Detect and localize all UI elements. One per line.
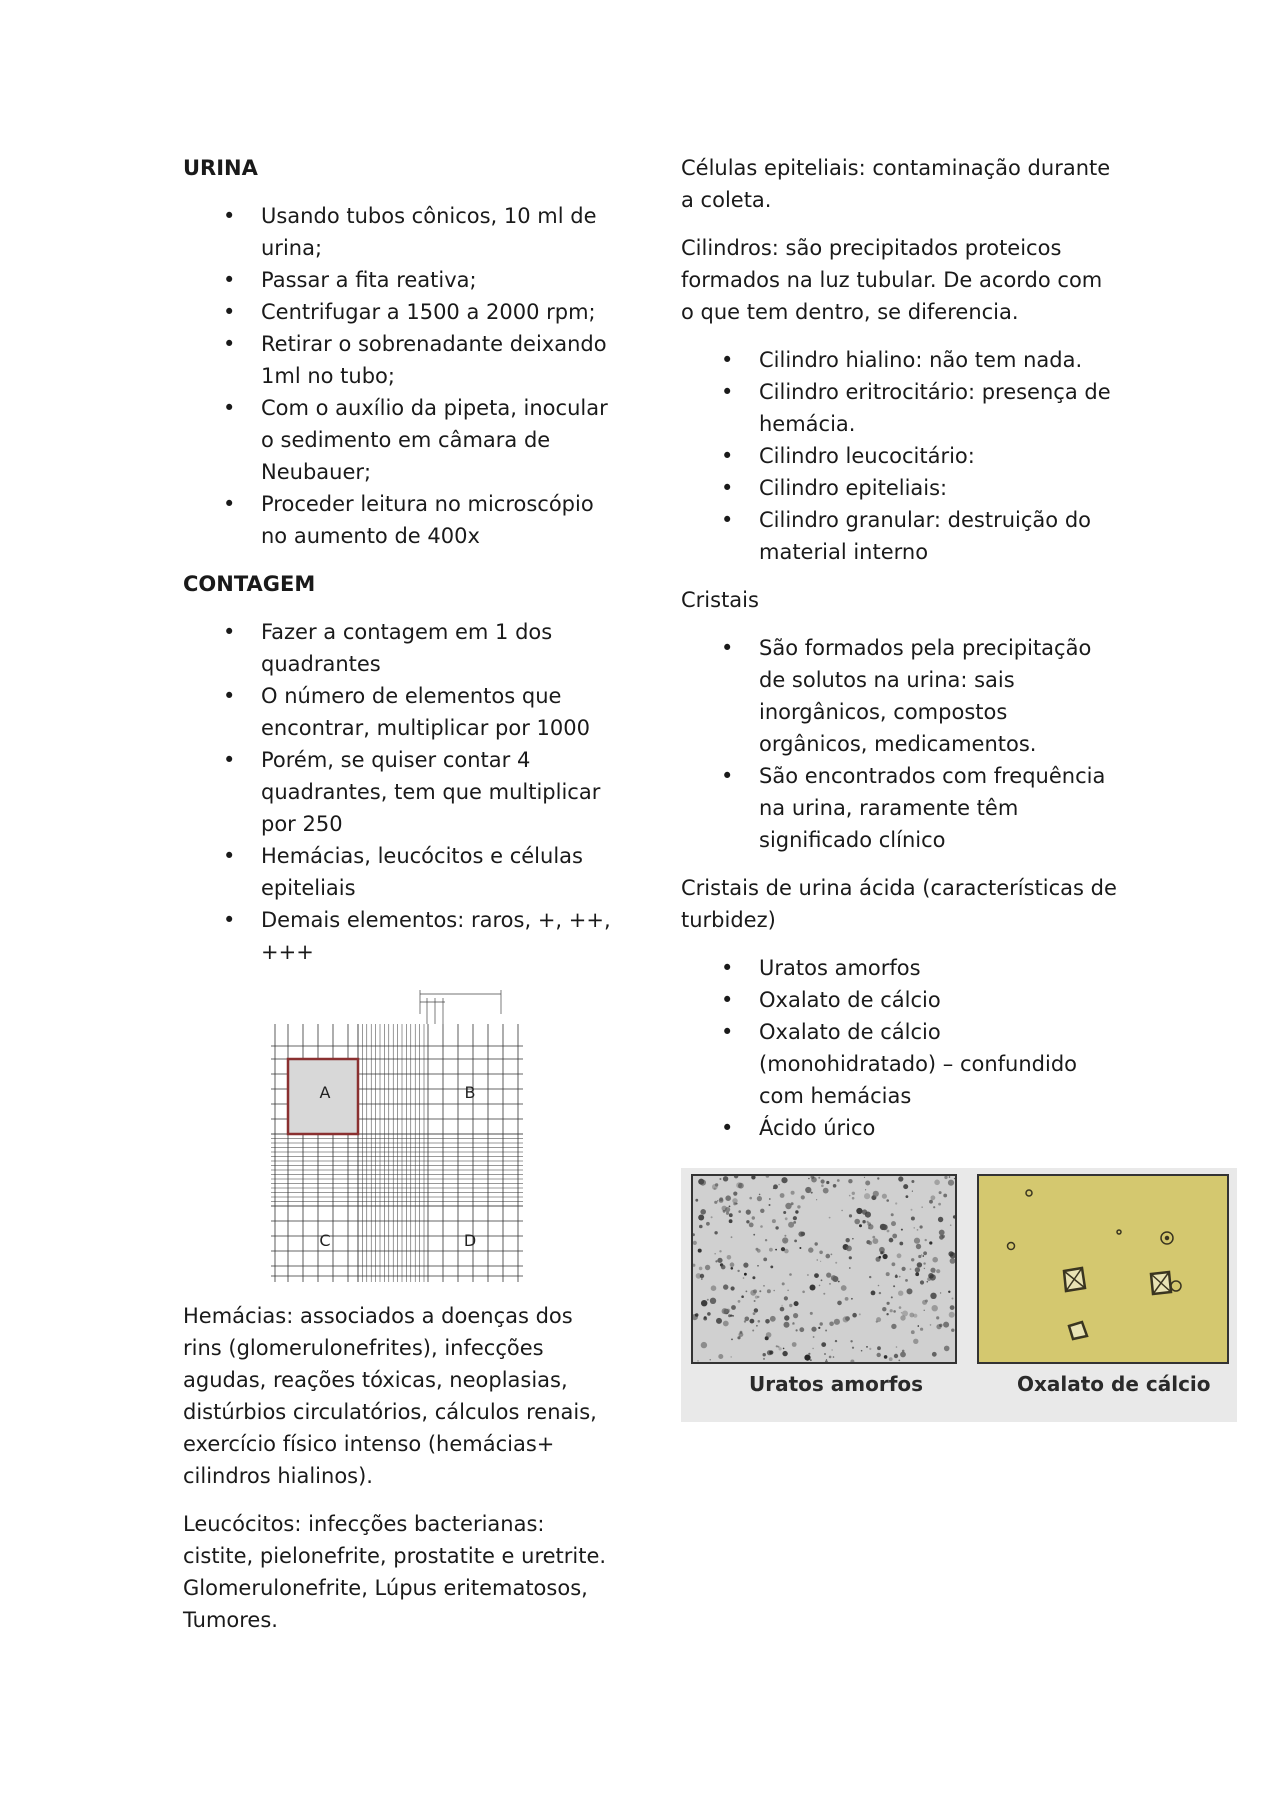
cilindros-paragraph: Cilindros: são precipitados proteicos formados na luz tubular. De acordo com o que tem dentro, se diferencia. bbox=[681, 236, 1103, 324]
list-item: • Fazer a contagem em 1 dos quadrantes bbox=[183, 616, 613, 680]
list-item: • Usando tubos cônicos, 10 ml de urina; bbox=[183, 200, 613, 264]
cilindros-list bbox=[681, 344, 1121, 568]
list-item: • Cilindro leucocitário: bbox=[681, 440, 1121, 472]
urina-heading: URINA bbox=[183, 156, 258, 180]
list-item: • Oxalato de cálcio bbox=[681, 984, 1121, 1016]
celulas-epiteliais-paragraph: Células epiteliais: contaminação durante a coleta. bbox=[681, 156, 1111, 212]
quadrant-label-a: A bbox=[319, 1083, 331, 1102]
quadrant-label-d: D bbox=[463, 1231, 477, 1250]
quadrant-label-b: B bbox=[464, 1083, 476, 1102]
list-item: • Hemácias, leucócitos e células epiteliais bbox=[183, 840, 613, 904]
oxalato-crystals-image bbox=[979, 1176, 1227, 1362]
list-item: • Cilindro hialino: não tem nada. bbox=[681, 344, 1121, 376]
urina-list bbox=[183, 200, 613, 552]
list-item: • São encontrados com frequência na urina, raramente têm significado clínico bbox=[681, 760, 1121, 856]
dimension-marks bbox=[420, 990, 501, 1024]
cristais-heading: Cristais bbox=[681, 588, 759, 612]
list-item: • Demais elementos: raros, +, ++, +++ bbox=[183, 904, 613, 968]
list-item: • Proceder leitura no microscópio no aumento de 400x bbox=[183, 488, 613, 552]
list-item: • Retirar o sobrenadante deixando 1ml no tubo; bbox=[183, 328, 613, 392]
neubauer-grid-svg bbox=[183, 984, 613, 1284]
list-item: • Oxalato de cálcio (monohidratado) – confundido com hemácias bbox=[681, 1016, 1121, 1112]
list-item: • O número de elementos que encontrar, multiplicar por 1000 bbox=[183, 680, 613, 744]
hemacias-paragraph: Hemácias: associados a doenças dos rins (glomerulonefrites), infecções agudas, reações tóxicas, neoplasias, distúrbios circulatórios, cálculos renais, exercício físico intenso (hemácias+ cilindros hialinos). bbox=[183, 1304, 597, 1488]
list-item: • Passar a fita reativa; bbox=[183, 264, 613, 296]
right-column bbox=[681, 152, 1121, 1160]
list-item: • Cilindro epiteliais: bbox=[681, 472, 1121, 504]
crystal-photos-figure bbox=[681, 1168, 1237, 1422]
list-item: • Ácido úrico bbox=[681, 1112, 1121, 1144]
neubauer-chamber-diagram bbox=[183, 984, 613, 1284]
contagem-heading: CONTAGEM bbox=[183, 572, 316, 596]
quadrant-label-c: C bbox=[319, 1231, 331, 1250]
urina-acida-list bbox=[681, 952, 1121, 1144]
uratos-amorfos-photo bbox=[691, 1174, 957, 1364]
list-item: • Com o auxílio da pipeta, inocular o sedimento em câmara de Neubauer; bbox=[183, 392, 613, 488]
list-item: • Uratos amorfos bbox=[681, 952, 1121, 984]
list-item: • Centrifugar a 1500 a 2000 rpm; bbox=[183, 296, 613, 328]
caption-uratos-amorfos: Uratos amorfos bbox=[749, 1372, 924, 1396]
left-column bbox=[183, 152, 613, 1652]
cristais-list bbox=[681, 632, 1121, 856]
contagem-list bbox=[183, 616, 613, 968]
oxalato-calcio-photo bbox=[977, 1174, 1229, 1364]
list-item: • São formados pela precipitação de solutos na urina: sais inorgânicos, compostos orgânicos, medicamentos. bbox=[681, 632, 1121, 760]
list-item: • Cilindro granular: destruição do material interno bbox=[681, 504, 1121, 568]
list-item: • Cilindro eritrocitário: presença de hemácia. bbox=[681, 376, 1121, 440]
leucocitos-paragraph: Leucócitos: infecções bacterianas: cistite, pielonefrite, prostatite e uretrite. Glomerulonefrite, Lúpus eritematosos, Tumores. bbox=[183, 1512, 607, 1632]
urina-acida-paragraph: Cristais de urina ácida (características de turbidez) bbox=[681, 876, 1117, 932]
list-item: • Porém, se quiser contar 4 quadrantes, tem que multiplicar por 250 bbox=[183, 744, 613, 840]
uratos-speckle-image bbox=[693, 1176, 955, 1362]
caption-oxalato-calcio: Oxalato de cálcio bbox=[1017, 1372, 1211, 1396]
